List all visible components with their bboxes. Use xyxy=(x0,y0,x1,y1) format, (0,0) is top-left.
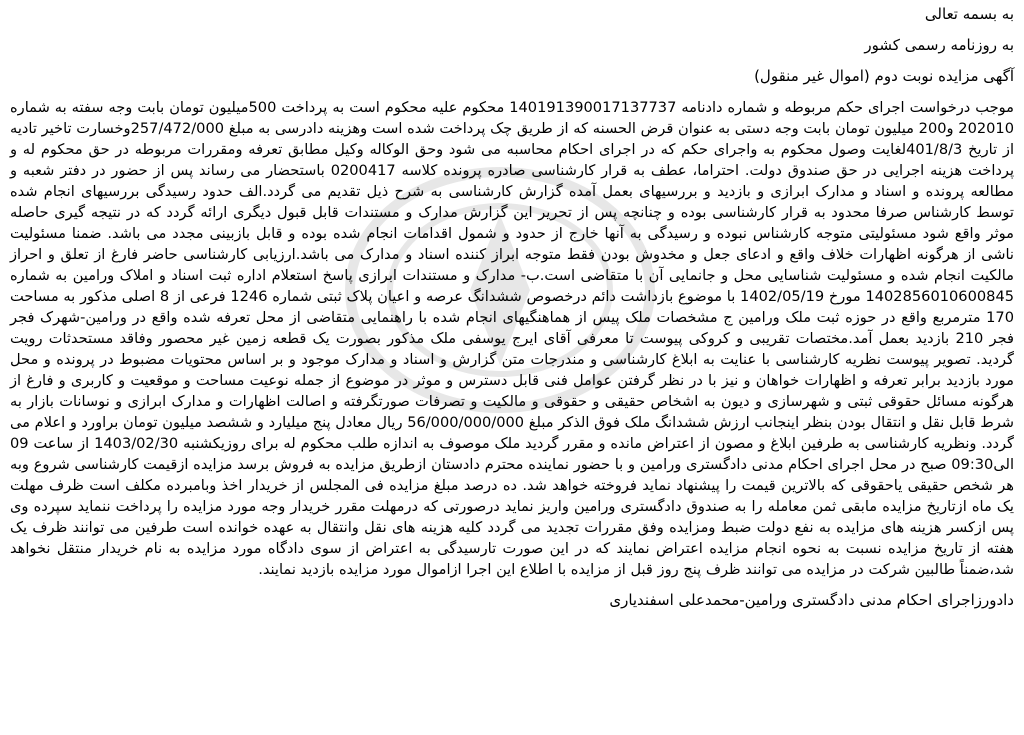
notice-title: آگهی مزایده نوبت دوم (اموال غیر منقول) xyxy=(754,67,1014,85)
notice-body: موجب درخواست اجرای حکم مربوطه و شماره دادنامه 140191390017137737 محکوم علیه محکوم است به پرداخت 500میلیون تومان بابت وجه سفته به شماره 202010 و200 میلیون تومان بابت وجه دستی به عنوان قرض الحسنه که از طریق چک پرداخت شده است وهزینه دادرسی به مبلغ 257/472/000وخسارت تاخیر تادیه از تاریخ 401/8/3لغایت وصول محکوم به واجرای حکم که در اجرای احکام محاسبه می شود وحق الوکاله وکیل مطابق تعرفه ومقررات مربوطه در حق محکوم له و پرداخت هزینه اجرایی در حق صندوق دولت. احتراما، عطف به قرار کارشناسی صادره پرونده کلاسه 0200417 باستحضار می رساند پس از حضور در دفتر شعبه و مطالعه پرونده و اسناد و مدارک ابرازی و بازدید و بررسیهای بعمل آمده گزارش کارشناسی به شرح ذیل تقدیم می گردد.الف حدود رسیدگی بررسیهای انجام شده توسط کارشناس صرفا محدود به قرار کارشناسی بوده و چنانچه پس از تحریر این گزارش مدارک و مستندات قابل قبول دیگری ارائه گردد که در نتیجه گیری حاصله موثر واقع شود مسئولیتی متوجه کارشناس نبوده و رسیدگی به آنها خارج از حدود و شمول اقدامات انجام شده بوده و قابل بازبینی مجدد می باشد. ضمنا مسئولیت ناشی از هرگونه اظهارات خلاف واقع و ادعای جعل و مخدوش بودن فقط متوجه ابراز کننده اسناد و مدارک می باشد.ارزیابی کارشناسی حاضر فارغ از تعلق و احراز مالکیت انجام شده و مسئولیت شناسایی محل و جانمایی آن با متقاضی است.ب- مدارک و مستندات ابرازی پاسخ استعلام اداره ثبت اسناد و املاک ورامین به شماره 1402856010600845 مورخ 1402/05/19 با موضوع بازداشت دائم درخصوص ششدانگ عرصه و اعیان پلاک ثبتی شماره 1246 فرعی از 8 اصلی مذکور به مساحت 170 مترمربع واقع در حوزه ثبت ملک ورامین ج مشخصات ملک پیس از هماهنگیهای انجام شده با راهنمایی متقاضی از محل تعرفه شده واقع در ورامین-شهرک فجر فجر 210 بازدید بعمل آمد.مختصات تقریبی و کروکی پیوست تا معرفی آقای ایرج یوسفی ملک مذکور بصورت یک قطعه زمین غیر محصور وفاقد مستحدثات رویت گردید. تصویر پیوست نظریه کارشناسی با عنایت به ابلاغ کارشناسی و مندرجات متن گزارش و اسناد و مدارک موجود و بر اساس محتویات مضبوط در پرونده و محل مورد بازدید برابر تعرفه و اظهارات خواهان و نیز با در نظر گرفتن عوامل فنی قابل دسترس و موثر در موضوع از جمله نوعیت مساحت و موقعیت و کاربری و فارغ از هرگونه مسائل حقوقی ثبتی و شهرسازی و دیون به اشخاص حقیقی و حقوقی و مالکیت و تصرفات صورتگرفته و اصالت اظهارات و مدارک ابرازی و نوسانات بازار به شرط قابل نقل و انتقال بودن بنظر اینجانب ارزش ششدانگ ملک فوق الذکر مبلغ 56/000/000/000 ریال معادل پنج میلیارد و ششصد میلیون تومان براورد و اعلام می گردد. ونظریه کارشناسی به طرفین ابلاغ و مصون از اعتراض مانده و مقرر گردید ملک موصوف به اندازه طلب محکوم له برای روزیکشنبه 1403/02/30 از ساعت 09 الی09:30 صبح در محل اجرای احکام مدنی دادگستری ورامین و با حضور نماینده محترم دادستان ازطریق مزایده به فروش برسد مزایده ازقیمت کارشناسی شروع وبه هر شخص حقیقی یاحقوقی که بالاترین قیمت را پیشنهاد نماید فروخته خواهد شد. ده درصد مبلغ مزایده فی المجلس از خریدار اخذ وبامبرده مکلف است ظرف مهلت یک ماه ازتاریخ مزایده مابقی ثمن معامله را به صندوق دادگستری ورامین واریز نماید درصورتی که درمهلت مقرر خریدار وجه مورد مزایده را پرداخت ننماید سپرده وی پس ازکسر هزینه های مزایده به نفع دولت ضبط ومزایده وفق مقررات تجدید می گردد کلیه هزینه های نقل وانتقال به عهده خوانده است طرفین می توانند ظرف یک هفته از تاریخ مزایده نسبت به نحوه انجام مزایده اعتراض نمایند که در این صورت تارسیدگی به اعتراض از سوی دادگاه مورد مزایده به نام خریدار منتقل نخواهد شد،ضمناً طالبین شرکت در مزایده می توانند ظرف پنج روز قبل از مزایده با اطلاع این اجرا ازاموال مورد مزایده بازدید نمایند. xyxy=(10,99,1015,578)
bismillah-heading: به بسمه تعالی xyxy=(924,5,1014,23)
newspaper-heading: به روزنامه رسمی کشور xyxy=(864,36,1014,54)
signature-line: دادورزاجرای احکام مدنی دادگستری ورامین-محمدعلی اسفندیاری xyxy=(609,591,1014,609)
